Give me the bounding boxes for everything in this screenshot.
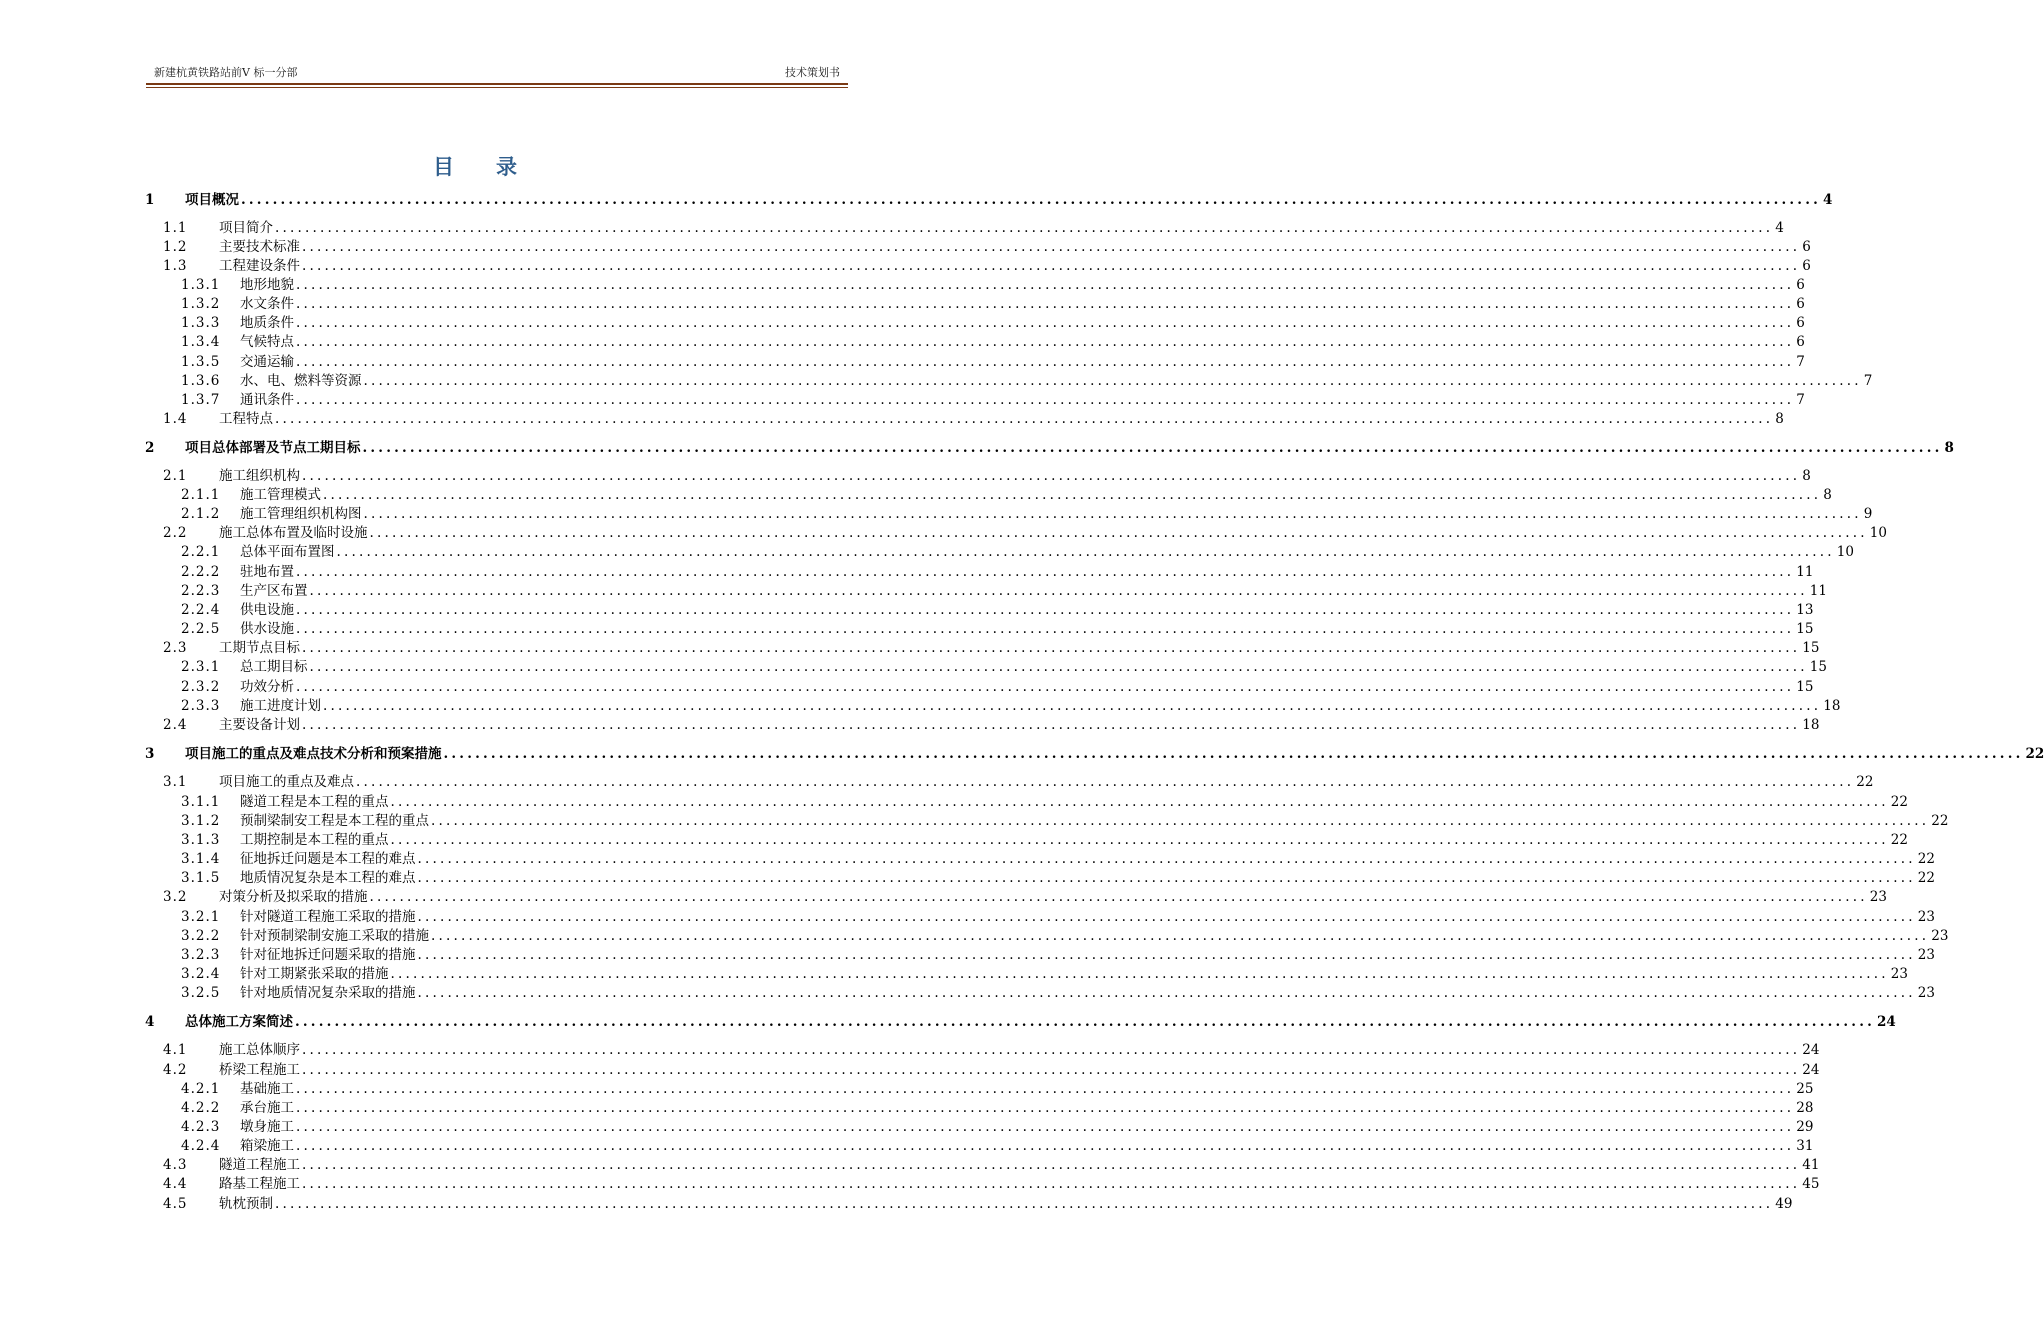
- toc-entry[interactable]: [143, 887, 1887, 906]
- toc-dot-leader: ........................................................................................................................................................................................................: [323, 487, 1822, 503]
- toc-entry-number: 4.4: [163, 1176, 188, 1192]
- toc-entry-number: 4.2.1: [181, 1081, 221, 1097]
- toc-entry-number: 3.2.3: [181, 947, 221, 963]
- toc-entry-page: 23: [1869, 889, 1887, 905]
- toc-entry-page: 41: [1802, 1157, 1820, 1173]
- toc-entry-label: 隧道工程施工: [219, 1157, 300, 1173]
- toc-dot-leader: ........................................................................................................................................................................................................: [309, 583, 1808, 599]
- toc-entry-number: 3.2: [163, 889, 188, 905]
- toc-dot-leader: ........................................................................................................................................................................................................: [417, 985, 1916, 1001]
- toc-entry-label: 项目概况: [185, 192, 239, 208]
- toc-entry[interactable]: [143, 792, 1908, 811]
- toc-entry-page: 15: [1809, 659, 1827, 675]
- toc-entry[interactable]: [143, 677, 1814, 696]
- toc-dot-leader: ........................................................................................................................................................................................................: [296, 392, 1795, 408]
- toc-entry-number: 4.3: [163, 1157, 188, 1173]
- toc-entry-page: 8: [1802, 468, 1811, 484]
- toc-entry-page: 24: [1877, 1014, 1896, 1030]
- toc-entry[interactable]: [143, 1136, 1814, 1155]
- toc-entry-number: 3.2.5: [181, 985, 221, 1001]
- toc-title-char-2: 录: [496, 154, 517, 179]
- toc-dot-leader: ........................................................................................................................................................................................................: [417, 909, 1916, 925]
- toc-entry-number: 2.4: [163, 717, 188, 733]
- page-header: [146, 66, 848, 88]
- toc-entry-label: 针对隧道工程施工采取的措施: [240, 909, 416, 925]
- toc-entry[interactable]: [143, 964, 1908, 983]
- toc-entry-label: 针对预制梁制安施工采取的措施: [240, 928, 429, 944]
- toc-entry-page: 23: [1917, 909, 1935, 925]
- toc-dot-leader: ........................................................................................................................................................................................................: [302, 1157, 1801, 1173]
- toc-entry-page: 18: [1823, 698, 1841, 714]
- toc-entry[interactable]: [143, 1117, 1814, 1136]
- toc-dot-leader: ........................................................................................................................................................................................................: [296, 564, 1795, 580]
- toc-dot-leader: ........................................................................................................................................................................................................: [296, 1100, 1795, 1116]
- toc-dot-leader: ........................................................................................................................................................................................................: [302, 1176, 1801, 1192]
- toc-entry-label: 施工管理组织机构图: [240, 506, 362, 522]
- toc-entry-label: 路基工程施工: [219, 1176, 300, 1192]
- toc-title: [0, 154, 950, 180]
- toc-dot-leader: ........................................................................................................................................................................................................: [302, 640, 1801, 656]
- toc-entry[interactable]: [143, 715, 1820, 734]
- toc-dot-leader: ........................................................................................................................................................................................................: [241, 192, 1821, 208]
- toc-entry[interactable]: [143, 849, 1935, 868]
- toc-entry-page: 8: [1944, 440, 1954, 456]
- toc-entry[interactable]: [143, 1174, 1820, 1193]
- toc-entry-label: 通讯条件: [240, 392, 294, 408]
- toc-dot-leader: ........................................................................................................................................................................................................: [302, 1062, 1801, 1078]
- toc-entry[interactable]: [143, 275, 1805, 294]
- toc-entry-page: 11: [1809, 583, 1827, 599]
- toc-entry-page: 6: [1802, 239, 1811, 255]
- toc-entry-label: 工程特点: [219, 411, 273, 427]
- toc-entry-number: 2.3: [163, 640, 188, 656]
- toc-entry-number: 2.3.2: [181, 679, 221, 695]
- toc-entry-number: 3.1.4: [181, 851, 221, 867]
- toc-entry[interactable]: [143, 945, 1935, 964]
- toc-dot-leader: ........................................................................................................................................................................................................: [369, 889, 1868, 905]
- toc-entry-page: 25: [1796, 1081, 1814, 1097]
- toc-entry-page: 7: [1796, 392, 1805, 408]
- toc-entry-page: 45: [1802, 1176, 1820, 1192]
- toc-entry-label: 施工总体顺序: [219, 1042, 300, 1058]
- toc-title-char-1: 目: [433, 154, 454, 179]
- toc-dot-leader: ........................................................................................................................................................................................................: [417, 947, 1916, 963]
- toc-entry-label: 项目施工的重点及难点技术分析和预案措施: [185, 746, 442, 762]
- toc-entry-number: 3.1.5: [181, 870, 221, 886]
- toc-entry-number: 3.1.2: [181, 813, 221, 829]
- toc-entry-page: 22: [1931, 813, 1949, 829]
- toc-entry-label: 地形地貌: [240, 277, 294, 293]
- toc-entry-page: 29: [1796, 1119, 1814, 1135]
- toc-entry[interactable]: [143, 638, 1820, 657]
- toc-entry-label: 针对工期紧张采取的措施: [240, 966, 389, 982]
- toc-dot-leader: ........................................................................................................................................................................................................: [363, 373, 1862, 389]
- toc-entry-label: 箱梁施工: [240, 1138, 294, 1154]
- toc-dot-leader: ........................................................................................................................................................................................................: [302, 1042, 1801, 1058]
- toc-dot-leader: ........................................................................................................................................................................................................: [296, 621, 1795, 637]
- toc-entry-page: 49: [1775, 1196, 1793, 1212]
- toc-entry-page: 11: [1796, 564, 1814, 580]
- toc-entry-number: 2.2.2: [181, 564, 221, 580]
- toc-entry-number: 1.3.2: [181, 296, 221, 312]
- toc-entry-number: 3: [145, 746, 156, 762]
- toc-entry-label: 施工进度计划: [240, 698, 321, 714]
- toc-entry-page: 8: [1775, 411, 1784, 427]
- toc-entry-number: 2.3.1: [181, 659, 221, 675]
- toc-entry[interactable]: [143, 237, 1811, 256]
- toc-entry-label: 项目施工的重点及难点: [219, 774, 354, 790]
- toc-entry[interactable]: [143, 1194, 1793, 1213]
- toc-entry-number: 2.3.3: [181, 698, 221, 714]
- toc-dot-leader: ........................................................................................................................................................................................................: [296, 1081, 1795, 1097]
- toc-entry-label: 施工总体布置及临时设施: [219, 525, 368, 541]
- toc-dot-leader: ........................................................................................................................................................................................................: [417, 870, 1916, 886]
- toc-entry-page: 6: [1796, 334, 1805, 350]
- toc-entry-page: 6: [1802, 258, 1811, 274]
- toc-entry-page: 24: [1802, 1062, 1820, 1078]
- toc-entry-label: 项目简介: [219, 220, 273, 236]
- toc-entry-page: 23: [1917, 985, 1935, 1001]
- toc-entry-label: 供电设施: [240, 602, 294, 618]
- header-rule-thin: [146, 87, 848, 88]
- toc-entry-number: 2.2.3: [181, 583, 221, 599]
- toc-dot-leader: ........................................................................................................................................................................................................: [275, 1196, 1774, 1212]
- toc-entry[interactable]: [143, 1040, 1820, 1059]
- toc-dot-leader: ........................................................................................................................................................................................................: [296, 1138, 1795, 1154]
- toc-entry-page: 6: [1796, 296, 1805, 312]
- header-rule-thick: [146, 83, 848, 85]
- toc-entry-label: 承台施工: [240, 1100, 294, 1116]
- toc-entry-number: 1.3.5: [181, 354, 221, 370]
- toc-entry-number: 3.2.4: [181, 966, 221, 982]
- toc-entry-number: 1.2: [163, 239, 188, 255]
- toc-entry-number: 3.2.2: [181, 928, 221, 944]
- toc-entry[interactable]: [143, 868, 1935, 887]
- toc-entry[interactable]: [143, 390, 1805, 409]
- toc-entry[interactable]: [143, 1079, 1814, 1098]
- toc-dot-leader: ........................................................................................................................................................................................................: [443, 746, 2024, 762]
- toc-entry-number: 4: [145, 1014, 156, 1030]
- toc-entry-page: 24: [1802, 1042, 1820, 1058]
- toc-dot-leader: ........................................................................................................................................................................................................: [296, 334, 1795, 350]
- toc-entry-label: 总体施工方案简述: [185, 1014, 293, 1030]
- toc-dot-leader: ........................................................................................................................................................................................................: [431, 813, 1930, 829]
- toc-dot-leader: ........................................................................................................................................................................................................: [295, 1014, 1875, 1030]
- toc-entry[interactable]: [143, 772, 1874, 791]
- toc-entry-page: 6: [1796, 277, 1805, 293]
- toc-entry-page: 18: [1802, 717, 1820, 733]
- toc-entry-number: 1: [145, 192, 156, 208]
- toc-entry-number: 4.2: [163, 1062, 188, 1078]
- toc-dot-leader: ........................................................................................................................................................................................................: [390, 832, 1889, 848]
- toc-dot-leader: ........................................................................................................................................................................................................: [302, 717, 1801, 733]
- toc-entry[interactable]: [143, 523, 1887, 542]
- toc-entry[interactable]: [143, 438, 1954, 457]
- toc-dot-leader: ........................................................................................................................................................................................................: [356, 774, 1855, 790]
- toc-entry[interactable]: [143, 542, 1854, 561]
- toc-entry-number: 3.2.1: [181, 909, 221, 925]
- toc-entry-page: 31: [1796, 1138, 1814, 1154]
- toc-entry-number: 3.1.3: [181, 832, 221, 848]
- toc-entry-label: 轨枕预制: [219, 1196, 273, 1212]
- toc-entry-page: 22: [1890, 832, 1908, 848]
- toc-entry[interactable]: [143, 696, 1841, 715]
- toc-entry-page: 9: [1863, 506, 1873, 522]
- toc-entry-label: 地质条件: [240, 315, 294, 331]
- toc-entry-number: 4.2.3: [181, 1119, 221, 1135]
- toc-entry-page: 7: [1796, 354, 1805, 370]
- toc-entry-page: 22: [1856, 774, 1874, 790]
- toc-entry[interactable]: [143, 1155, 1820, 1174]
- toc-entry-label: 交通运输: [240, 354, 294, 370]
- toc-entry[interactable]: [143, 371, 1873, 390]
- toc-entry-number: 2.2.4: [181, 602, 221, 618]
- toc-entry-page: 4: [1775, 220, 1784, 236]
- toc-entry[interactable]: [143, 600, 1814, 619]
- toc-dot-leader: ........................................................................................................................................................................................................: [296, 679, 1795, 695]
- toc-entry-label: 工期控制是本工程的重点: [240, 832, 389, 848]
- toc-entry[interactable]: [143, 619, 1814, 638]
- toc-entry[interactable]: [143, 811, 1949, 830]
- toc-entry-page: 23: [1931, 928, 1949, 944]
- toc-entry-page: 23: [1890, 966, 1908, 982]
- toc-entry-label: 地质情况复杂是本工程的难点: [240, 870, 416, 886]
- toc-entry-page: 15: [1796, 621, 1814, 637]
- toc-entry-label: 桥梁工程施工: [219, 1062, 300, 1078]
- toc-entry-page: 6: [1796, 315, 1805, 331]
- toc-entry-label: 生产区布置: [240, 583, 308, 599]
- toc-dot-leader: ........................................................................................................................................................................................................: [390, 966, 1889, 982]
- toc-entry-number: 2: [145, 440, 156, 456]
- toc-entry-number: 1.3.4: [181, 334, 221, 350]
- toc-dot-leader: ........................................................................................................................................................................................................: [323, 698, 1822, 714]
- toc-entry[interactable]: [143, 352, 1805, 371]
- toc-entry-label: 施工组织机构: [219, 468, 300, 484]
- toc-dot-leader: ........................................................................................................................................................................................................: [336, 544, 1835, 560]
- toc-entry[interactable]: [143, 907, 1935, 926]
- toc-entry-number: 3.1.1: [181, 794, 221, 810]
- toc-entry-label: 基础施工: [240, 1081, 294, 1097]
- toc-entry[interactable]: [143, 504, 1873, 523]
- toc-entry-page: 22: [2025, 746, 2044, 762]
- toc-entry-label: 供水设施: [240, 621, 294, 637]
- toc-entry-label: 主要技术标准: [219, 239, 300, 255]
- toc-entry-label: 工程建设条件: [219, 258, 300, 274]
- toc-entry-number: 2.2.1: [181, 544, 221, 560]
- toc-entry-page: 13: [1796, 602, 1814, 618]
- toc-entry-label: 驻地布置: [240, 564, 294, 580]
- toc-entry-label: 针对地质情况复杂采取的措施: [240, 985, 416, 1001]
- toc-entry[interactable]: [143, 485, 1832, 504]
- toc-entry[interactable]: [143, 983, 1935, 1002]
- toc-entry-page: 15: [1802, 640, 1820, 656]
- toc-entry[interactable]: [143, 190, 1833, 209]
- toc-entry[interactable]: [143, 1012, 1896, 1031]
- toc-entry-number: 2.1.1: [181, 487, 221, 503]
- toc-dot-leader: ........................................................................................................................................................................................................: [296, 1119, 1795, 1135]
- toc-entry-page: 22: [1917, 870, 1935, 886]
- toc-entry[interactable]: [143, 657, 1827, 676]
- toc-entry-label: 工期节点目标: [219, 640, 300, 656]
- toc-entry[interactable]: [143, 581, 1827, 600]
- toc-entry[interactable]: [143, 409, 1784, 428]
- toc-entry-page: 23: [1917, 947, 1935, 963]
- toc-entry-page: 22: [1890, 794, 1908, 810]
- toc-dot-leader: ........................................................................................................................................................................................................: [363, 506, 1862, 522]
- toc-dot-leader: ........................................................................................................................................................................................................: [390, 794, 1889, 810]
- toc-entry-page: 4: [1823, 192, 1833, 208]
- toc-entry[interactable]: [143, 744, 2044, 763]
- toc-entry-number: 3.1: [163, 774, 188, 790]
- toc-dot-leader: ........................................................................................................................................................................................................: [302, 468, 1801, 484]
- toc-entry[interactable]: [143, 830, 1908, 849]
- toc-entry-label: 总体平面布置图: [240, 544, 335, 560]
- toc-entry-number: 2.1: [163, 468, 188, 484]
- toc-entry[interactable]: [143, 218, 1784, 237]
- toc-entry-page: 10: [1869, 525, 1887, 541]
- toc-entry-number: 4.2.2: [181, 1100, 221, 1116]
- toc-dot-leader: ........................................................................................................................................................................................................: [302, 258, 1801, 274]
- toc-entry-label: 气候特点: [240, 334, 294, 350]
- toc-entry[interactable]: [143, 562, 1814, 581]
- toc-dot-leader: ........................................................................................................................................................................................................: [275, 220, 1774, 236]
- toc-dot-leader: ........................................................................................................................................................................................................: [296, 354, 1795, 370]
- toc-entry-label: 对策分析及拟采取的措施: [219, 889, 368, 905]
- toc-entry-label: 预制梁制安工程是本工程的重点: [240, 813, 429, 829]
- toc-entry-number: 1.3.7: [181, 392, 221, 408]
- toc-entry[interactable]: [143, 256, 1811, 275]
- toc-dot-leader: ........................................................................................................................................................................................................: [362, 440, 1943, 456]
- toc-entry-label: 隧道工程是本工程的重点: [240, 794, 389, 810]
- toc-entry-number: 4.5: [163, 1196, 188, 1212]
- toc-dot-leader: ........................................................................................................................................................................................................: [296, 296, 1795, 312]
- toc-entry-label: 墩身施工: [240, 1119, 294, 1135]
- toc-entry-label: 针对征地拆迁问题采取的措施: [240, 947, 416, 963]
- toc-entry-label: 水、电、燃料等资源: [240, 373, 362, 389]
- toc-entry-number: 1.3.3: [181, 315, 221, 331]
- toc-dot-leader: ........................................................................................................................................................................................................: [309, 659, 1808, 675]
- toc-entry-page: 15: [1796, 679, 1814, 695]
- toc-entry-number: 4.2.4: [181, 1138, 221, 1154]
- toc-entry-label: 总工期目标: [240, 659, 308, 675]
- toc-entry-page: 28: [1796, 1100, 1814, 1116]
- toc-dot-leader: ........................................................................................................................................................................................................: [296, 277, 1795, 293]
- toc-entry-label: 功效分析: [240, 679, 294, 695]
- toc-entry-label: 项目总体部署及节点工期目标: [185, 440, 361, 456]
- toc-entry-page: 22: [1917, 851, 1935, 867]
- toc-entry-page: 10: [1836, 544, 1854, 560]
- toc-entry-page: 8: [1823, 487, 1832, 503]
- toc-entry-label: 征地拆迁问题是本工程的难点: [240, 851, 416, 867]
- toc-entry-number: 1.3.6: [181, 373, 221, 389]
- toc-entry-page: 7: [1863, 373, 1873, 389]
- toc-entry-number: 1.4: [163, 411, 188, 427]
- toc-dot-leader: ........................................................................................................................................................................................................: [369, 525, 1868, 541]
- header-document-title: 新建杭黄铁路站前Ⅴ 标一分部: [154, 66, 298, 79]
- toc-entry-number: 4.1: [163, 1042, 188, 1058]
- toc-entry-number: 1.3: [163, 258, 188, 274]
- header-document-type: 技术策划书: [785, 66, 840, 79]
- toc-dot-leader: ........................................................................................................................................................................................................: [417, 851, 1916, 867]
- toc-entry-label: 主要设备计划: [219, 717, 300, 733]
- toc-entry-number: 1.3.1: [181, 277, 221, 293]
- toc-entry-label: 施工管理模式: [240, 487, 321, 503]
- toc-entry[interactable]: [143, 332, 1805, 351]
- toc-entry-label: 水文条件: [240, 296, 294, 312]
- toc-entry[interactable]: [143, 1060, 1820, 1079]
- toc-entry-number: 2.2: [163, 525, 188, 541]
- toc-entry[interactable]: [143, 1098, 1814, 1117]
- toc-entry-number: 2.1.2: [181, 506, 221, 522]
- toc-entry[interactable]: [143, 313, 1805, 332]
- toc-entry[interactable]: [143, 466, 1811, 485]
- toc-dot-leader: ........................................................................................................................................................................................................: [431, 928, 1930, 944]
- toc-entry-number: 1.1: [163, 220, 188, 236]
- toc-entry[interactable]: [143, 294, 1805, 313]
- toc-dot-leader: ........................................................................................................................................................................................................: [302, 239, 1801, 255]
- toc-entry[interactable]: [143, 926, 1949, 945]
- toc-entry-number: 2.2.5: [181, 621, 221, 637]
- toc-dot-leader: ........................................................................................................................................................................................................: [275, 411, 1774, 427]
- toc-dot-leader: ........................................................................................................................................................................................................: [296, 315, 1795, 331]
- toc-dot-leader: ........................................................................................................................................................................................................: [296, 602, 1795, 618]
